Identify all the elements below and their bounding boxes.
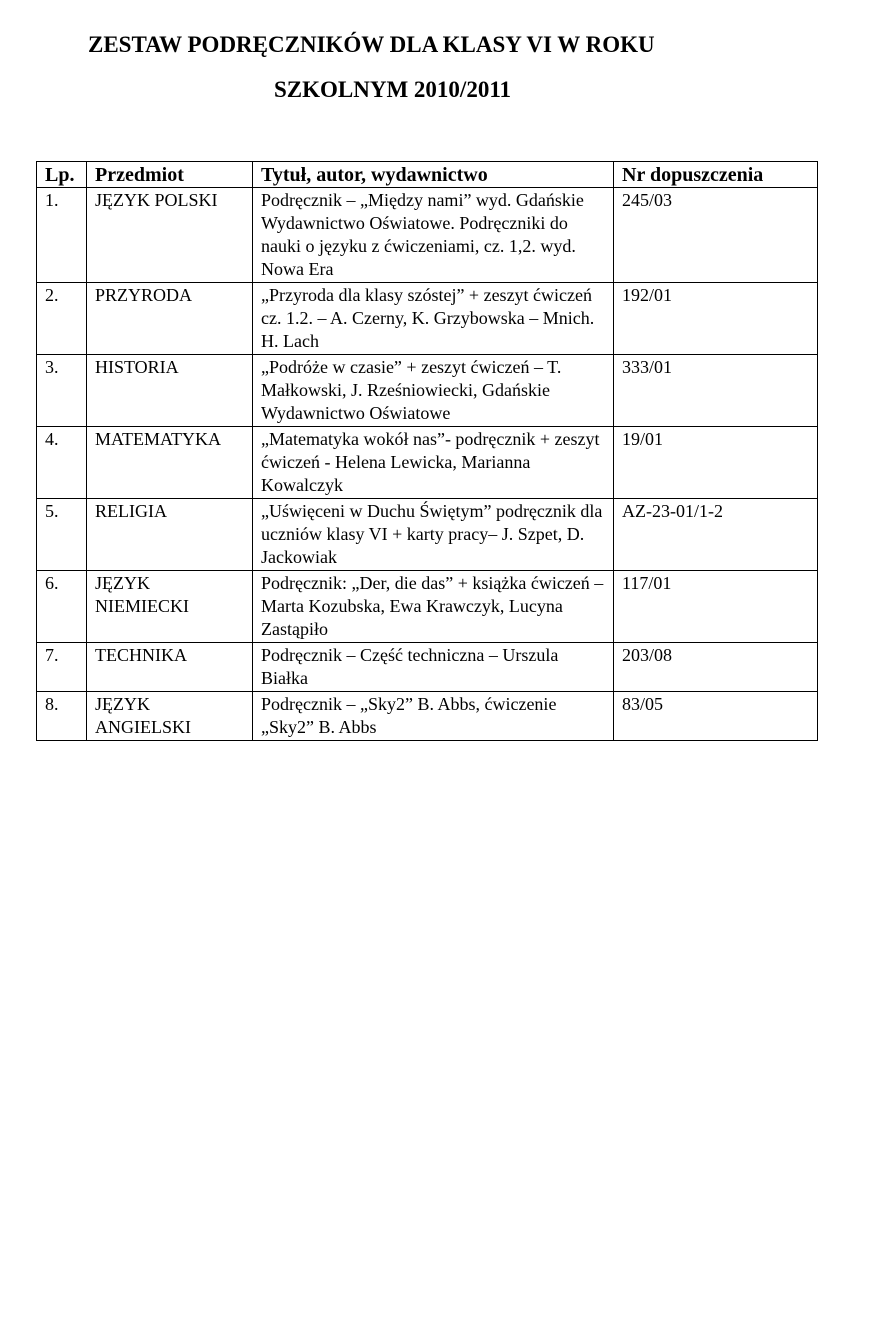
cell-approval-number: 117/01 xyxy=(614,571,818,643)
cell-approval-number: 245/03 xyxy=(614,188,818,283)
cell-approval-number: AZ-23-01/1-2 xyxy=(614,499,818,571)
cell-title: Podręcznik – „Między nami” wyd. Gdańskie Wydawnictwo Oświatowe. Podręczniki do nauki o języku z ćwiczeniami, cz. 1,2. wyd. Nowa Era xyxy=(253,188,614,283)
cell-lp: 5. xyxy=(37,499,87,571)
table-row xyxy=(37,283,818,355)
cell-approval-number: 19/01 xyxy=(614,427,818,499)
table-row xyxy=(37,571,818,643)
table-row xyxy=(37,692,818,741)
cell-subject: HISTORIA xyxy=(87,355,253,427)
cell-subject: JĘZYK NIEMIECKI xyxy=(87,571,253,643)
table-header-row xyxy=(37,162,818,188)
header-approval-number: Nr dopuszczenia xyxy=(614,162,818,188)
cell-lp: 4. xyxy=(37,427,87,499)
table-row xyxy=(37,188,818,283)
table-row xyxy=(37,499,818,571)
cell-title: „Przyroda dla klasy szóstej” + zeszyt ćwiczeń cz. 1.2. – A. Czerny, K. Grzybowska – Mnich. H. Lach xyxy=(253,283,614,355)
cell-lp: 7. xyxy=(37,643,87,692)
cell-lp: 2. xyxy=(37,283,87,355)
header-subject: Przedmiot xyxy=(87,162,253,188)
table-row xyxy=(37,427,818,499)
textbook-table xyxy=(36,161,818,741)
cell-title: Podręcznik: „Der, die das” + książka ćwiczeń – Marta Kozubska, Ewa Krawczyk, Lucyna Zastąpiło xyxy=(253,571,614,643)
cell-title: Podręcznik – „Sky2” B. Abbs, ćwiczenie „Sky2” B. Abbs xyxy=(253,692,614,741)
cell-title: „Uświęceni w Duchu Świętym” podręcznik dla uczniów klasy VI + karty pracy– J. Szpet, D. Jackowiak xyxy=(253,499,614,571)
cell-subject: MATEMATYKA xyxy=(87,427,253,499)
header-title-author-publisher: Tytuł, autor, wydawnictwo xyxy=(253,162,614,188)
cell-subject: JĘZYK POLSKI xyxy=(87,188,253,283)
cell-title: „Podróże w czasie” + zeszyt ćwiczeń – T. Małkowski, J. Rześniowiecki, Gdańskie Wydawnictwo Oświatowe xyxy=(253,355,614,427)
cell-lp: 3. xyxy=(37,355,87,427)
cell-lp: 1. xyxy=(37,188,87,283)
cell-subject: RELIGIA xyxy=(87,499,253,571)
cell-approval-number: 333/01 xyxy=(614,355,818,427)
cell-lp: 6. xyxy=(37,571,87,643)
document-title-line-2: SZKOLNYM 2010/2011 xyxy=(274,77,512,102)
document-title-line-1: ZESTAW PODRĘCZNIKÓW DLA KLASY VI W ROKU xyxy=(88,32,655,57)
cell-approval-number: 192/01 xyxy=(614,283,818,355)
header-lp: Lp. xyxy=(37,162,87,188)
table-row xyxy=(37,355,818,427)
cell-approval-number: 83/05 xyxy=(614,692,818,741)
cell-title: Podręcznik – Część techniczna – Urszula Białka xyxy=(253,643,614,692)
table-row xyxy=(37,643,818,692)
cell-lp: 8. xyxy=(37,692,87,741)
cell-subject: TECHNIKA xyxy=(87,643,253,692)
cell-subject: PRZYRODA xyxy=(87,283,253,355)
cell-approval-number: 203/08 xyxy=(614,643,818,692)
cell-title: „Matematyka wokół nas”- podręcznik + zeszyt ćwiczeń - Helena Lewicka, Marianna Kowalczyk xyxy=(253,427,614,499)
cell-subject: JĘZYK ANGIELSKI xyxy=(87,692,253,741)
